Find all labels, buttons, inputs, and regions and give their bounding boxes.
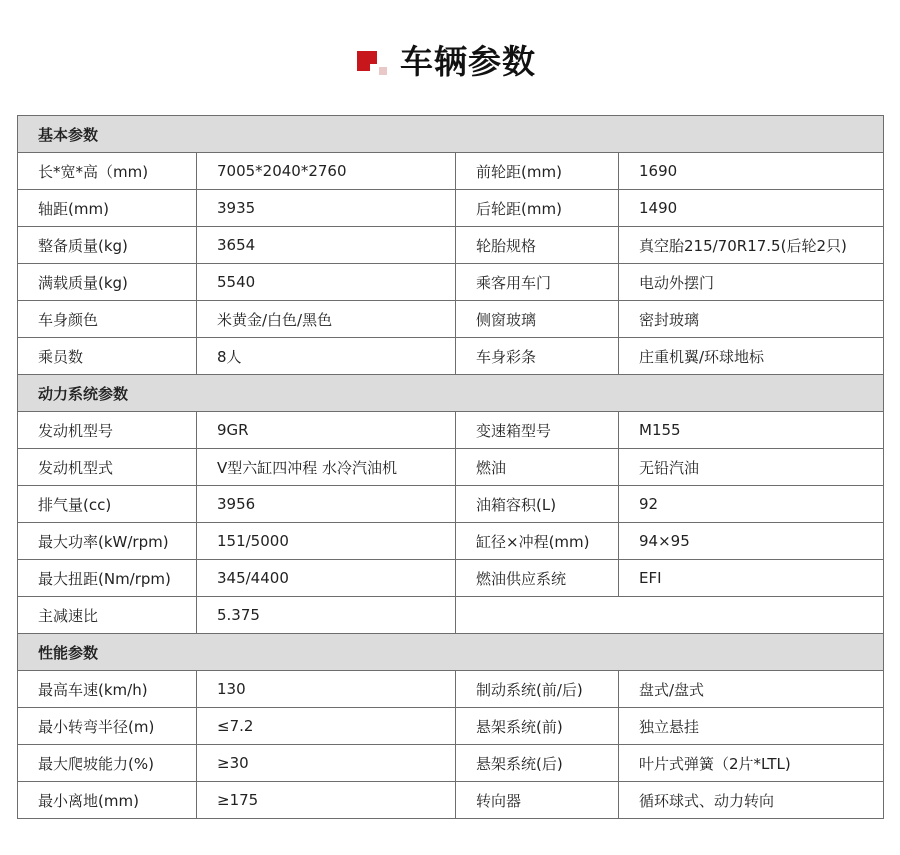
spec-label: 轴距(mm) (18, 190, 197, 227)
spec-label: 前轮距(mm) (456, 153, 619, 190)
spec-value: 电动外摆门 (619, 264, 884, 301)
spec-label: 燃油供应系统 (456, 560, 619, 597)
page-title: 车辆参数 (400, 42, 536, 81)
spec-value: 循环球式、动力转向 (619, 782, 884, 819)
spec-value: M155 (619, 412, 884, 449)
spec-value: 1690 (619, 153, 884, 190)
table-row (18, 745, 884, 782)
spec-value: V型六缸四冲程 水冷汽油机 (197, 449, 456, 486)
spec-value: 5.375 (197, 597, 456, 634)
spec-value: 130 (197, 671, 456, 708)
spec-value: 独立悬挂 (619, 708, 884, 745)
spec-value: 庄重机翼/环球地标 (619, 338, 884, 375)
spec-value: 5540 (197, 264, 456, 301)
spec-label: 最高车速(km/h) (18, 671, 197, 708)
spec-value: 1490 (619, 190, 884, 227)
spec-label: 转向器 (456, 782, 619, 819)
spec-value: 真空胎215/70R17.5(后轮2只) (619, 227, 884, 264)
table-row (18, 486, 884, 523)
page-header (0, 38, 900, 88)
spec-label: 最大扭距(Nm/rpm) (18, 560, 197, 597)
spec-table (17, 115, 884, 819)
empty-cell (456, 597, 884, 634)
spec-value: 3956 (197, 486, 456, 523)
spec-label: 变速箱型号 (456, 412, 619, 449)
table-row (18, 153, 884, 190)
spec-value: 米黄金/白色/黑色 (197, 301, 456, 338)
spec-label: 满载质量(kg) (18, 264, 197, 301)
spec-value: EFI (619, 560, 884, 597)
section-title: 基本参数 (18, 116, 884, 153)
title-square-icon (357, 51, 379, 73)
spec-value: 3654 (197, 227, 456, 264)
spec-label: 燃油 (456, 449, 619, 486)
section-title: 动力系统参数 (18, 375, 884, 412)
spec-label: 长*宽*高（mm) (18, 153, 197, 190)
spec-label: 轮胎规格 (456, 227, 619, 264)
spec-label: 制动系统(前/后) (456, 671, 619, 708)
spec-value: ≥30 (197, 745, 456, 782)
section-title: 性能参数 (18, 634, 884, 671)
spec-label: 油箱容积(L) (456, 486, 619, 523)
spec-label: 乘客用车门 (456, 264, 619, 301)
spec-value: 叶片式弹簧（2片*LTL) (619, 745, 884, 782)
spec-value: 3935 (197, 190, 456, 227)
spec-label: 发动机型式 (18, 449, 197, 486)
spec-value: 92 (619, 486, 884, 523)
table-row (18, 449, 884, 486)
spec-value: 151/5000 (197, 523, 456, 560)
table-row (18, 338, 884, 375)
spec-value: 盘式/盘式 (619, 671, 884, 708)
spec-label: 最大爬坡能力(%) (18, 745, 197, 782)
section-header-row (18, 116, 884, 153)
section-header-row (18, 634, 884, 671)
spec-label: 整备质量(kg) (18, 227, 197, 264)
spec-label: 主减速比 (18, 597, 197, 634)
section-header-row (18, 375, 884, 412)
spec-value: 无铅汽油 (619, 449, 884, 486)
table-row (18, 597, 884, 634)
spec-label: 乘员数 (18, 338, 197, 375)
table-row (18, 782, 884, 819)
spec-label: 悬架系统(后) (456, 745, 619, 782)
spec-label: 车身彩条 (456, 338, 619, 375)
spec-label: 发动机型号 (18, 412, 197, 449)
spec-value: 8人 (197, 338, 456, 375)
spec-value: 7005*2040*2760 (197, 153, 456, 190)
table-row (18, 560, 884, 597)
spec-label: 悬架系统(前) (456, 708, 619, 745)
table-row (18, 264, 884, 301)
spec-value: ≤7.2 (197, 708, 456, 745)
spec-value: 94×95 (619, 523, 884, 560)
spec-value: ≥175 (197, 782, 456, 819)
spec-label: 最小转弯半径(m) (18, 708, 197, 745)
table-row (18, 523, 884, 560)
table-row (18, 301, 884, 338)
table-row (18, 671, 884, 708)
table-row (18, 708, 884, 745)
spec-value: 345/4400 (197, 560, 456, 597)
spec-label: 排气量(cc) (18, 486, 197, 523)
spec-label: 后轮距(mm) (456, 190, 619, 227)
spec-label: 缸径×冲程(mm) (456, 523, 619, 560)
table-row (18, 412, 884, 449)
spec-value: 9GR (197, 412, 456, 449)
spec-label: 最小离地(mm) (18, 782, 197, 819)
spec-value: 密封玻璃 (619, 301, 884, 338)
spec-label: 侧窗玻璃 (456, 301, 619, 338)
table-row (18, 190, 884, 227)
spec-label: 车身颜色 (18, 301, 197, 338)
table-row (18, 227, 884, 264)
spec-label: 最大功率(kW/rpm) (18, 523, 197, 560)
